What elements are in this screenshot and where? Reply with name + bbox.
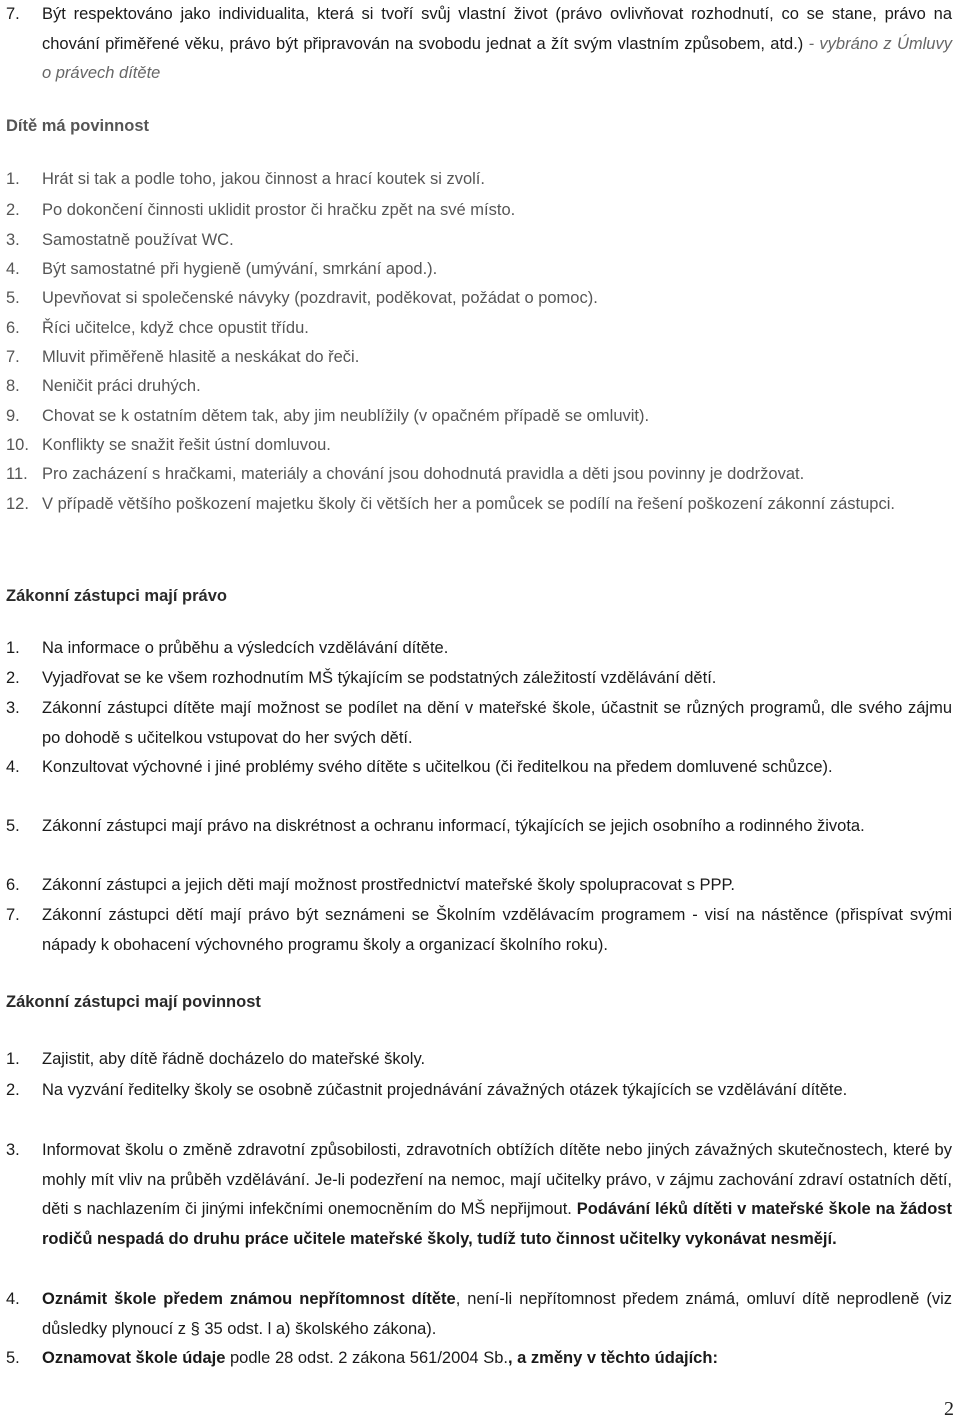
section-heading-guardian-rights: Zákonní zástupci mají právo bbox=[6, 587, 227, 605]
list-number: 8. bbox=[6, 377, 20, 395]
list-item-text: Zákonní zástupci mají právo na diskrétnost a ochranu informací, týkajících se jejich osobního a rodinného života. bbox=[42, 817, 865, 835]
list-item-text bbox=[42, 1285, 952, 1344]
list-item-text: Říci učitelce, když chce opustit třídu. bbox=[42, 319, 309, 337]
list-number: 1. bbox=[6, 1050, 20, 1068]
item-text: Informovat školu o změně zdravotní způsobilosti, zdravotních obtížích dítěte nebo jiných závažných skutečnostech, které by mohly mít vliv na průběh vzdělávání. Je-li podezření na nemoc, mají učitelky právo, v zájmu zachování zdraví ostatních dětí, děti s nachlazením či jinými infekčními onemocněním do MŠ nepřijmout. bbox=[42, 1141, 952, 1218]
list-number: 7. bbox=[6, 5, 20, 23]
item-text: podle 28 odst. 2 zákona 561/2004 Sb. bbox=[225, 1349, 508, 1367]
list-item-text bbox=[42, 1349, 952, 1368]
list-number: 4. bbox=[6, 758, 20, 776]
item-bold-text: Oznámit škole předem známou nepřítomnost dítěte bbox=[42, 1290, 456, 1308]
list-item-text: Konflikty se snažit řešit ústní domluvou. bbox=[42, 436, 331, 454]
list-item-text: Zákonní zástupci a jejich děti mají možnost prostřednictví mateřské školy spolupracovat s PPP. bbox=[42, 876, 736, 894]
item-text: , není-li nepřítomnost předem známá, omluví dítě neprodleně (viz důsledky plynoucí z § 35 odst. l a) školského zákona). bbox=[42, 1290, 952, 1338]
list-item-text bbox=[42, 1136, 952, 1254]
list-item-text: Pro zacházení s hračkami, materiály a chování jsou dohodnutá pravidla a děti jsou povinny je dodržovat. bbox=[42, 465, 805, 483]
list-item-text: Upevňovat si společenské návyky (pozdravit, poděkovat, požádat o pomoc). bbox=[42, 289, 598, 307]
list-number: 6. bbox=[6, 876, 20, 894]
list-item-text: Na vyzvání ředitelky školy se osobně zúčastnit projednávání závažných otázek týkajících se vzdělávání dítěte. bbox=[42, 1081, 848, 1099]
list-number: 10. bbox=[6, 436, 29, 454]
list-item-text: Zákonní zástupci dětí mají právo být seznámeni se Školním vzdělávacím programem - visí na nástěnce (přispívat svými nápady k obohacení výchovného programu školy a organizací školního roku). bbox=[42, 906, 952, 954]
list-item-text: Zákonní zástupci dítěte mají možnost se podílet na dění v mateřské škole, účastnit se různých programů, dle svého zájmu po dohodě s učitelkou vstupovat do her svých dětí. bbox=[42, 699, 952, 747]
list-number: 12. bbox=[6, 495, 29, 513]
item-bold-text: , a změny v těchto údajích: bbox=[507, 1349, 718, 1367]
list-item-text: V případě většího poškození majetku školy či větších her a pomůcek se podílí na řešení poškození zákonní zástupci. bbox=[42, 495, 895, 513]
list-number: 11. bbox=[6, 465, 28, 483]
list-number: 7. bbox=[6, 906, 20, 924]
list-item-text: Na informace o průběhu a výsledcích vzdělávání dítěte. bbox=[42, 639, 449, 657]
page-number: 2 bbox=[944, 1398, 954, 1420]
list-number: 2. bbox=[6, 1081, 20, 1099]
section-heading-child-duties: Dítě má povinnost bbox=[6, 117, 150, 135]
list-item-text: Konzultovat výchovné i jiné problémy svého dítěte s učitelkou (či ředitelkou na předem domluvené schůzce). bbox=[42, 758, 833, 776]
list-number: 5. bbox=[6, 1349, 20, 1367]
list-item-text: Chovat se k ostatním dětem tak, aby jim neublížily (v opačném případě se omluvit). bbox=[42, 407, 650, 425]
list-number: 5. bbox=[6, 817, 20, 835]
list-number: 6. bbox=[6, 319, 20, 337]
list-item-text: Být samostatné při hygieně (umývání, smrkání apod.). bbox=[42, 260, 438, 278]
list-number: 3. bbox=[6, 699, 20, 717]
item-text: Být respektováno jako individualita, která si tvoří svůj vlastní život (právo ovlivňovat rozhodnutí, co se stane, právo na chování přiměřené věku, právo být připravován na svobodu jednat a žít svým vlastním způsobem, atd.) bbox=[42, 5, 952, 53]
item-bold-text: Podávání léků dítěti v mateřské škole na žádost rodičů nespadá do druhu práce učitele mateřské školy, tudíž tuto činnost učitelky vykonávat nesmějí. bbox=[42, 1200, 952, 1248]
item-bold-text: Oznamovat škole údaje bbox=[42, 1349, 226, 1367]
list-number: 2. bbox=[6, 669, 20, 687]
list-item-text: Samostatně používat WC. bbox=[42, 231, 234, 249]
list-number: 1. bbox=[6, 170, 20, 188]
list-number: 2. bbox=[6, 201, 20, 219]
section-heading-guardian-duties: Zákonní zástupci mají povinnost bbox=[6, 993, 261, 1011]
list-number: 4. bbox=[6, 1290, 20, 1308]
source-note: - vybráno z Úmluvy o právech dítěte bbox=[42, 34, 952, 82]
list-number: 9. bbox=[6, 407, 20, 425]
list-item-text: Hrát si tak a podle toho, jakou činnost a hrací koutek si zvolí. bbox=[42, 170, 485, 188]
list-item-text: Po dokončení činnosti uklidit prostor či hračku zpět na své místo. bbox=[42, 201, 516, 219]
list-item-text: Zajistit, aby dítě řádně docházelo do mateřské školy. bbox=[42, 1050, 426, 1068]
list-item-text bbox=[42, 0, 952, 89]
list-number: 3. bbox=[6, 231, 20, 249]
list-number: 5. bbox=[6, 289, 20, 307]
list-number: 3. bbox=[6, 1141, 20, 1159]
list-item-text: Neničit práci druhých. bbox=[42, 377, 201, 395]
list-item-text: Mluvit přiměřeně hlasitě a neskákat do řeči. bbox=[42, 348, 360, 366]
list-number: 7. bbox=[6, 348, 20, 366]
list-number: 4. bbox=[6, 260, 20, 278]
list-item-text: Vyjadřovat se ke všem rozhodnutím MŠ týkajícím se podstatných záležitostí vzdělávání dětí. bbox=[42, 669, 717, 687]
list-number: 1. bbox=[6, 639, 20, 657]
